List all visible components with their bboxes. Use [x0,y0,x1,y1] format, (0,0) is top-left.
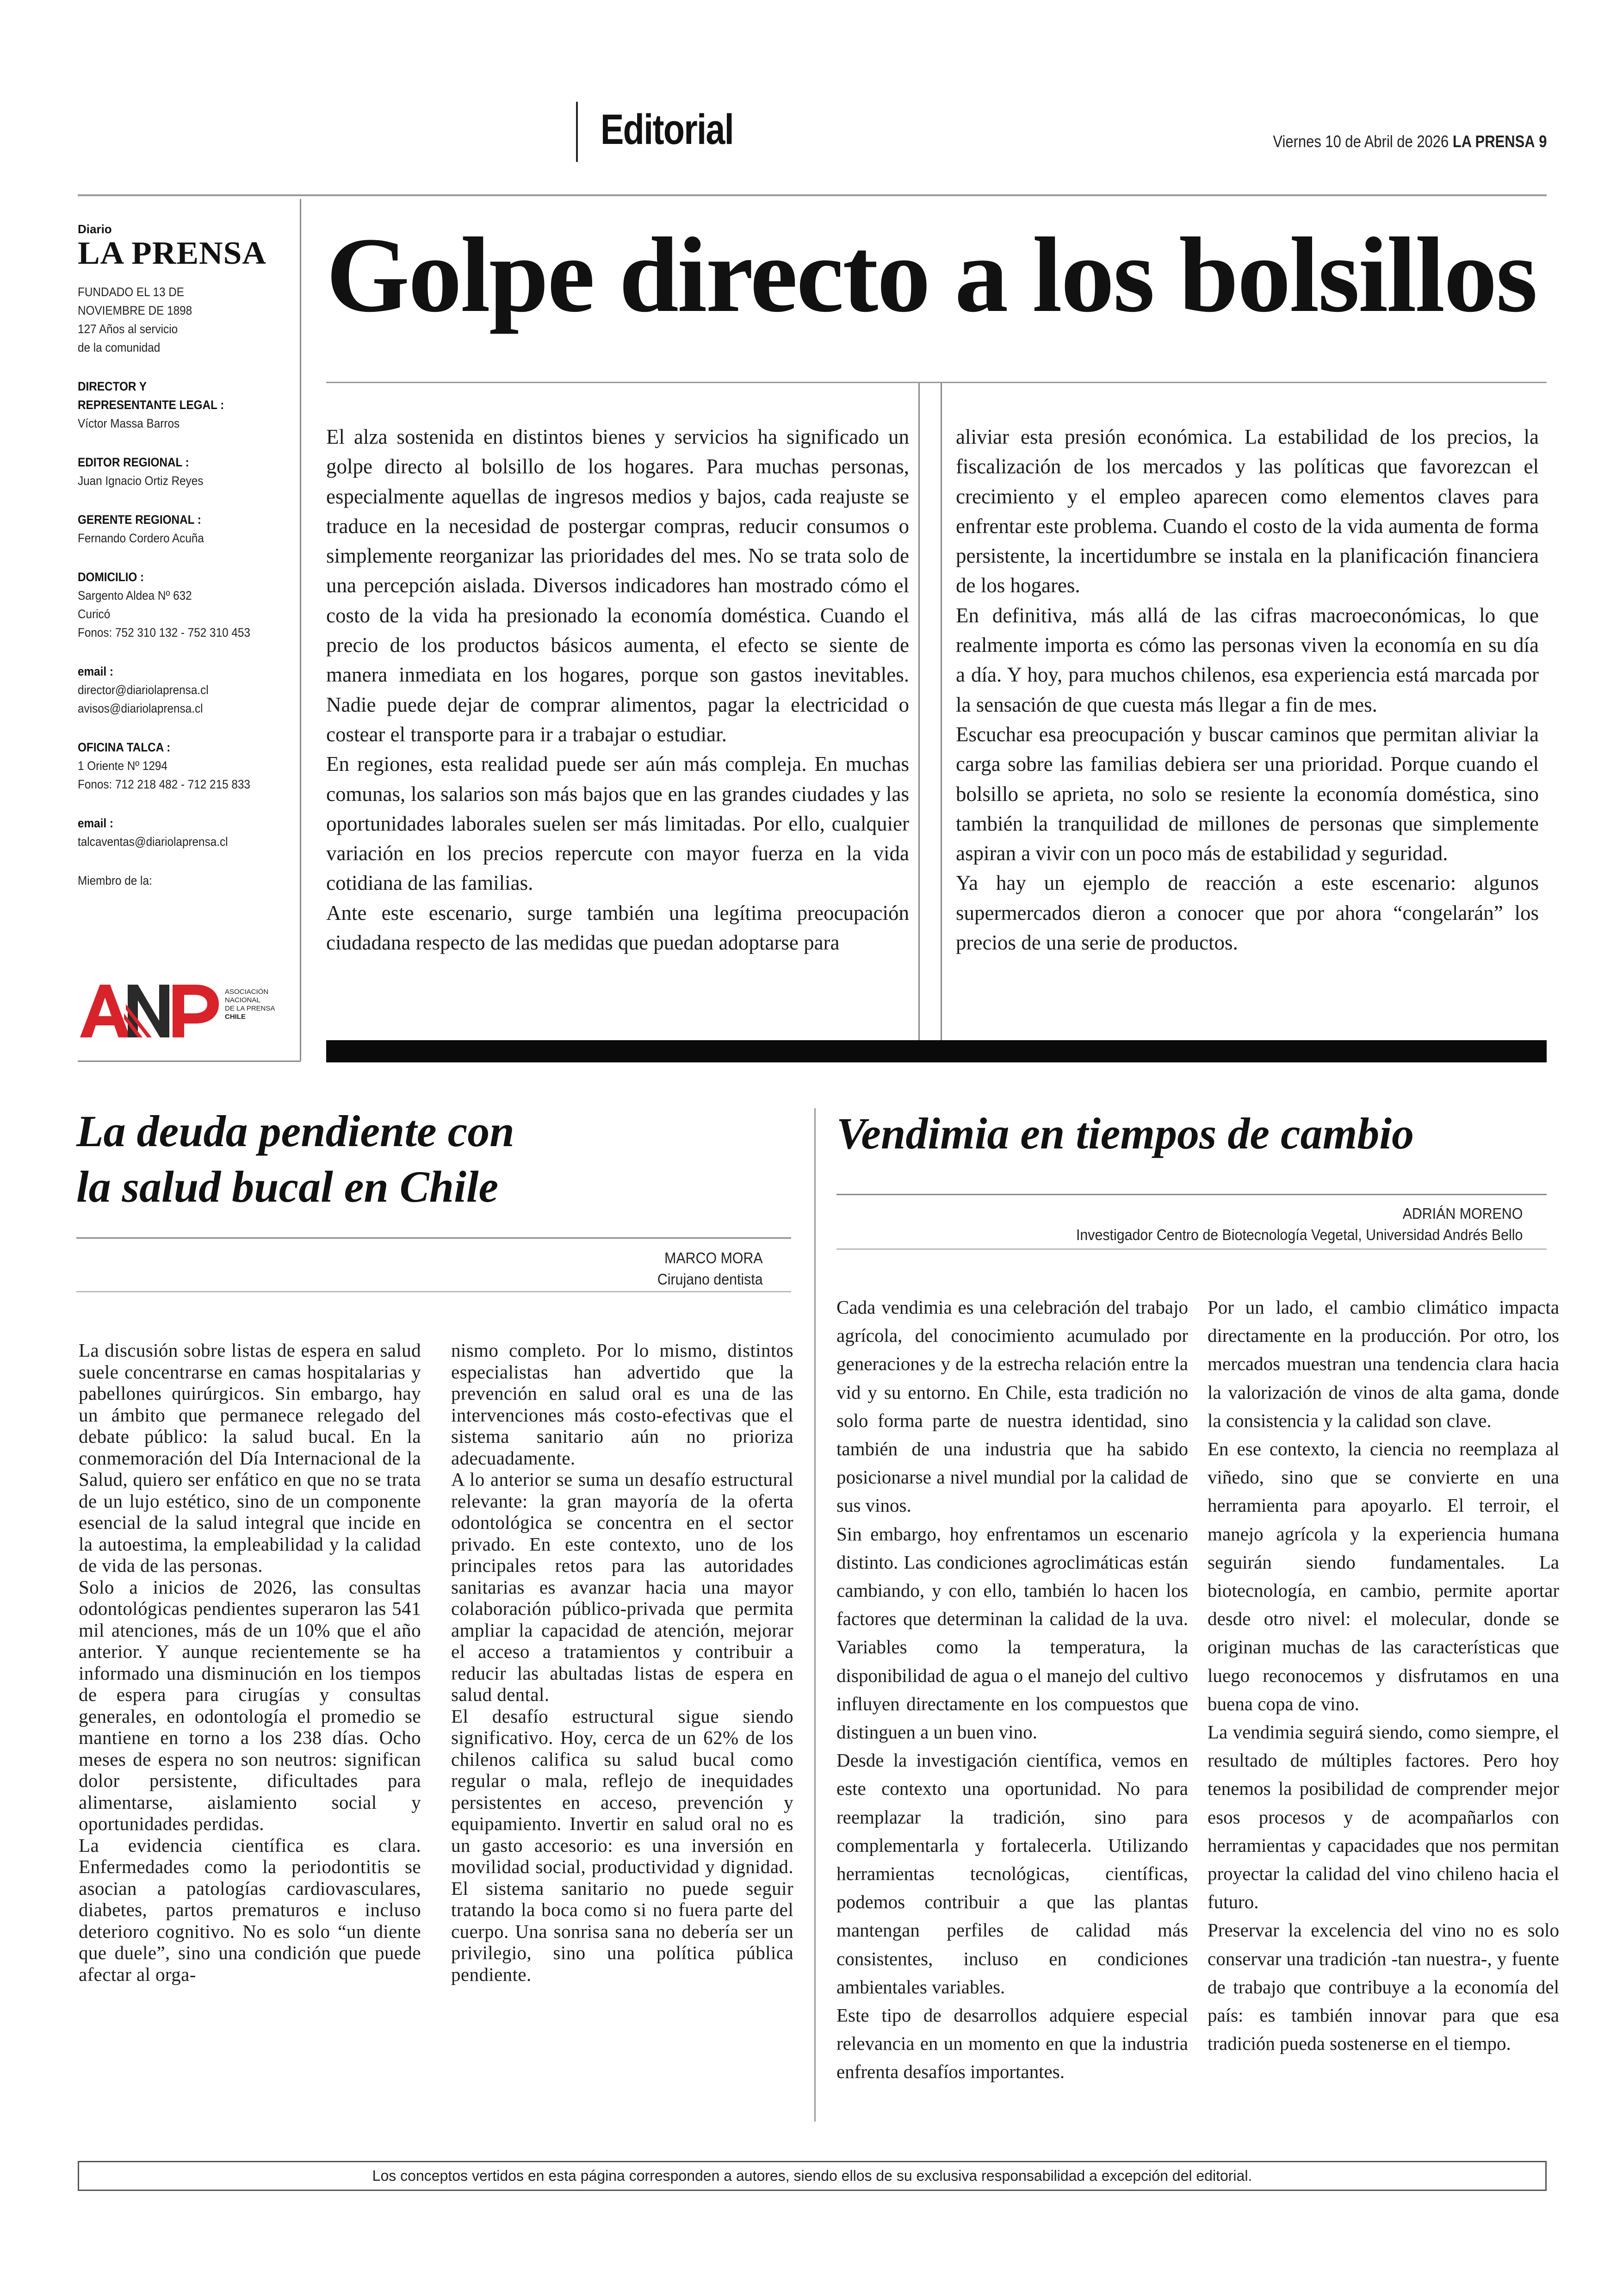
author-name: MARCO MORA [664,1249,763,1266]
director-label: DIRECTOR Y [78,379,147,393]
article-paragraph: Cada vendimia es una celebración del trabajo agrícola, del conocimiento acumulado por generaciones y de la estrecha relación entre la vid y su entorno. En Chile, esta tradición no solo forma parte de nuestra identidad, sino también de una industria que ha sabido posicionarse a nivel mundial por la calidad de sus vinos. [836,1297,1188,1516]
column-divider [941,383,942,1040]
editor-label: EDITOR REGIONAL : [78,455,189,469]
domicilio-line: Fonos: 752 310 132 - 752 310 453 [78,626,250,639]
anp-sub-1: ASOCIACIÓN [225,988,269,996]
section-title: Editorial [601,106,734,153]
column-left-title [76,1104,793,1215]
editorial-headline: Golpe directo a los bolsillos [326,216,1536,335]
column-left-text-2 [451,1340,793,1985]
author-role: Cirujano dentista [657,1271,763,1288]
email2-label: email : [78,816,113,830]
header-date: Viernes 10 de Abril de 2026 [1272,132,1449,151]
sidebar-bottom-rule [78,1061,301,1062]
article-paragraph: Por un lado, el cambio climático impacta directamente en la producción. Por otro, los mercados muestran una tendencia clara hacia la valorización de vinos de alta gama, donde la consistencia y la calidad son clave. [1208,1297,1559,1431]
column-divider [814,1108,816,2122]
editorial-paragraph: Escuchar esa preocupación y buscar caminos que permitan aliviar la carga sobre las familias debiera ser una prioridad. Porque cuando el bolsillo se aprieta, no solo se resiente la economía doméstica, sino también la tranquilidad de millones de personas que simplemente aspiran a vivir con un poco más de estabilidad y seguridad. [956,722,1539,865]
article-paragraph: El desafío estructural sigue siendo significativo. Hoy, cerca de un 62% de los chilenos califica su salud bucal como regular o mala, reflejo de inequidades persistentes en acceso, prevención y equipamiento. Invertir en salud oral no es un gasto accesorio: es una inversión en movilidad social, productividad y dignidad. El sistema sanitario no puede seguir tratando la boca como si no fuera parte del cuerpo. Una sonrisa sana no debería ser un privilegio, sino una política pública pendiente. [451,1705,793,1985]
editorial-paragraph: En regiones, esta realidad puede ser aún más compleja. En muchas comunas, los salarios son más bajos que en las grandes ciudades y las oportunidades laborales suelen ser más limitadas. Por ello, cualquier variación en los precios repercute con mayor fuerza en la vida cotidiana de las familias. [326,752,909,895]
page-number: 9 [1538,132,1547,151]
column-left-rule [76,1237,791,1239]
column-right-rule [836,1194,1547,1195]
founded-line: NOVIEMBRE DE 1898 [78,304,192,317]
anp-sub-2: NACIONAL [225,996,260,1004]
author-name: ADRIÁN MORENO [1402,1205,1523,1222]
column-divider [918,383,920,1040]
anp-letter-p [173,985,219,1037]
gerente-name: Fernando Cordero Acuña [78,531,204,545]
column-left-text-1 [79,1340,421,1985]
member-label: Miembro de la: [78,874,152,887]
article-paragraph: Este tipo de desarrollos adquiere especial relevancia en un momento en que la industria enfrenta desafíos importantes. [836,2004,1188,2083]
title-line: La deuda pendiente con [76,1106,514,1156]
director-name: Víctor Massa Barros [78,416,180,430]
gerente-label: GERENTE REGIONAL : [78,513,201,527]
article-paragraph: Preservar la excelencia del vino no es solo conservar una tradición -tan nuestra-, y fuente de trabajo que contribuye a la economía del país: es también innovar para que esa tradición pueda sostenerse en el tiempo. [1208,1919,1559,2054]
editorial-paragraph: aliviar esta presión económica. La estabilidad de los precios, la fiscalización de los mercados y las políticas que favorezcan el crecimiento y el empleo aparecen como elementos claves para enfrentar este problema. Cuando el costo de la vida aumenta de forma persistente, la incertidumbre se instala en la planificación financiera de los hogares. [956,425,1539,597]
domicilio-line: Sargento Aldea Nº 632 [78,589,192,602]
email-link[interactable]: talcaventas@diariolaprensa.cl [78,835,228,849]
masthead-logo: LA PRENSA [78,236,266,271]
editorial-column-1 [326,422,909,957]
column-right-byline [1076,1203,1523,1246]
header-dateline [1273,132,1547,151]
editorial-column-2 [956,422,1539,957]
header-divider [576,102,578,162]
founded-line: de la comunidad [78,341,161,354]
founded-line: 127 Años al servicio [78,322,178,336]
disclaimer-footer: Los conceptos vertidos en esta página corresponden a autores, siendo ellos de su exclusiva responsabilidad a excepción del editorial. [78,2161,1547,2191]
article-paragraph: En ese contexto, la ciencia no reemplaza al viñedo, sino que se convierte en una herramienta para apoyarlo. El terroir, el manejo agrícola y la experiencia humana seguirán siendo fundamentales. La biotecnología, en cambio, permite aportar desde otro nivel: el molecular, donde se originan muchas de las características que luego reconocemos y disfrutamos en una buena copa de vino. [1208,1438,1559,1714]
masthead [78,222,300,890]
article-paragraph: Solo a inicios de 2026, las consultas odontológicas pendientes superaron las 541 mil atenciones, más de un 10% que el año anterior. Y aunque recientemente se ha informado una disminución en los tiempos de espera para cirugías y consultas generales, en odontología el promedio se mantiene en torno a los 238 días. Ocho meses de espera no son neutros: significan dolor persistente, dificultades para alimentarse, aislamiento social y oportunidades perdidas. [79,1576,421,1834]
article-paragraph: La vendimia seguirá siendo, como siempre, el resultado de múltiples factores. Pero hoy tenemos la posibilidad de comprender mejor esos procesos y de acompañarlos con herramientas y capacidades que nos permitan proyectar la calidad del vino chileno hacia el futuro. [1208,1721,1559,1913]
byline-rule [76,1291,791,1292]
editorial-paragraph: El alza sostenida en distintos bienes y servicios ha significado un golpe directo al bolsillo de los hogares. Para muchas personas, especialmente aquellas de ingresos medios y bajos, cada reajuste se traduce en la necesidad de postergar compras, reducir consumos o simplemente reorganizar las prioridades del mes. No se trata solo de una percepción aislada. Diversos indicadores han mostrado cómo el costo de la vida ha presionado la economía doméstica. Cuando el precio de los productos básicos aumenta, el efecto se siente de manera inmediata en los hogares, porque son gastos inevitables. Nadie puede dejar de comprar alimentos, pagar la electricidad o costear el transporte para ir a trabajar o estudiar. [326,425,909,746]
founded-line: FUNDADO EL 13 DE [78,285,185,299]
talca-line: Fonos: 712 218 482 - 712 215 833 [78,777,250,791]
editor-name: Juan Ignacio Ortiz Reyes [78,474,204,488]
column-right-title: Vendimia en tiempos de cambio [836,1109,1414,1158]
anp-letter-a [80,985,130,1037]
article-paragraph: A lo anterior se suma un desafío estructural relevante: la gran mayoría de la oferta odontológica se concentra en el sector privado. En este contexto, uno de los principales retos para las autoridades sanitarias es avanzar hacia una mayor colaboración público-privada que permita ampliar la capacidad de atención, mejorar el acceso a tratamientos y contribuir a reducir las abultadas listas de espera en salud dental. [451,1469,793,1705]
anp-sub-3: DE LA PRENSA [225,1005,275,1012]
article-paragraph: La discusión sobre listas de espera en salud suele concentrarse en camas hospitalarias y pabellones quirúrgicos. Sin embargo, hay un ámbito que permanece relegado del debate público: la salud bucal. En la conmemoración del Día Internacional de la Salud, quiero ser enfático en que no se trata de un lujo estético, sino de un componente esencial de la salud integral que incide en la autoestima, la empleabilidad y la calidad de vida de las personas. [79,1340,421,1576]
anp-logo [78,976,281,1046]
talca-line: 1 Oriente Nº 1294 [78,759,167,773]
article-paragraph: La evidencia científica es clara. Enfermedades como la periodontitis se asocian a patologías cardiovasculares, diabetes, partos prematuros e incluso deterioro cognitivo. No es solo “un diente que duele”, sino una condición que puede afectar al orga- [79,1834,421,1985]
header-rule [78,194,1547,196]
anp-sub-4: CHILE [225,1013,246,1021]
editorial-rule [326,382,1547,383]
title-line: la salud bucal en Chile [76,1162,499,1211]
article-paragraph: Sin embargo, hoy enfrentamos un escenario distinto. Las condiciones agroclimáticas están cambiando, y con ello, también lo hacen los factores que determinan la calidad de la uva. Variables como la temperatura, la disponibilidad de agua o el manejo del cultivo influyen directamente en los compuestos que distinguen a un buen vino. [836,1523,1188,1743]
editorial-paragraph: Ante este escenario, surge también una legítima preocupación ciudadana respecto de las medidas que puedan adoptarse para [326,901,909,955]
talca-label: OFICINA TALCA : [78,740,171,754]
sidebar-divider [300,199,301,1061]
column-right-text-1 [836,1293,1188,2086]
anp-letter-n [124,985,169,1037]
header-paper: LA PRENSA [1452,132,1535,151]
column-left-byline [657,1247,763,1290]
editorial-paragraph: En definitiva, más allá de las cifras macroeconómicas, lo que realmente importa es cómo las personas viven la economía en su día a día. Y hoy, para muchos chilenos, esa experiencia está marcada por la sensación de que cuesta más llegar a fin de mes. [956,603,1539,716]
email-link[interactable]: director@diariolaprensa.cl [78,683,209,697]
editorial-bottom-bar [326,1040,1547,1062]
domicilio-line: Curicó [78,607,111,621]
article-paragraph: Desde la investigación científica, vemos en este contexto una oportunidad. No para reemplazar la tradición, sino para complementarla y fortalecerla. Utilizando herramientas tecnológicas, científicas, podemos contribuir a que las plantas mantengan perfiles de calidad más consistentes, incluso en condiciones ambientales variables. [836,1750,1188,1998]
editorial-paragraph: Ya hay un ejemplo de reacción a este escenario: algunos supermercados dieron a conocer que por ahora “congelarán” los precios de una serie de productos. [956,871,1539,955]
director-label: REPRESENTANTE LEGAL : [78,398,224,412]
author-role: Investigador Centro de Biotecnología Vegetal, Universidad Andrés Bello [1076,1226,1523,1243]
email-label: email : [78,664,113,678]
column-right-text-2 [1208,1293,1559,2058]
byline-rule [836,1248,1547,1250]
article-paragraph: nismo completo. Por lo mismo, distintos especialistas han advertido que la prevención en salud oral es una de las intervenciones más costo-efectivas que el sistema sanitario aún no prioriza adecuadamente. [451,1340,793,1469]
masthead-diario: Diario [78,222,112,236]
email-link[interactable]: avisos@diariolaprensa.cl [78,701,203,715]
domicilio-label: DOMICILIO : [78,570,144,584]
